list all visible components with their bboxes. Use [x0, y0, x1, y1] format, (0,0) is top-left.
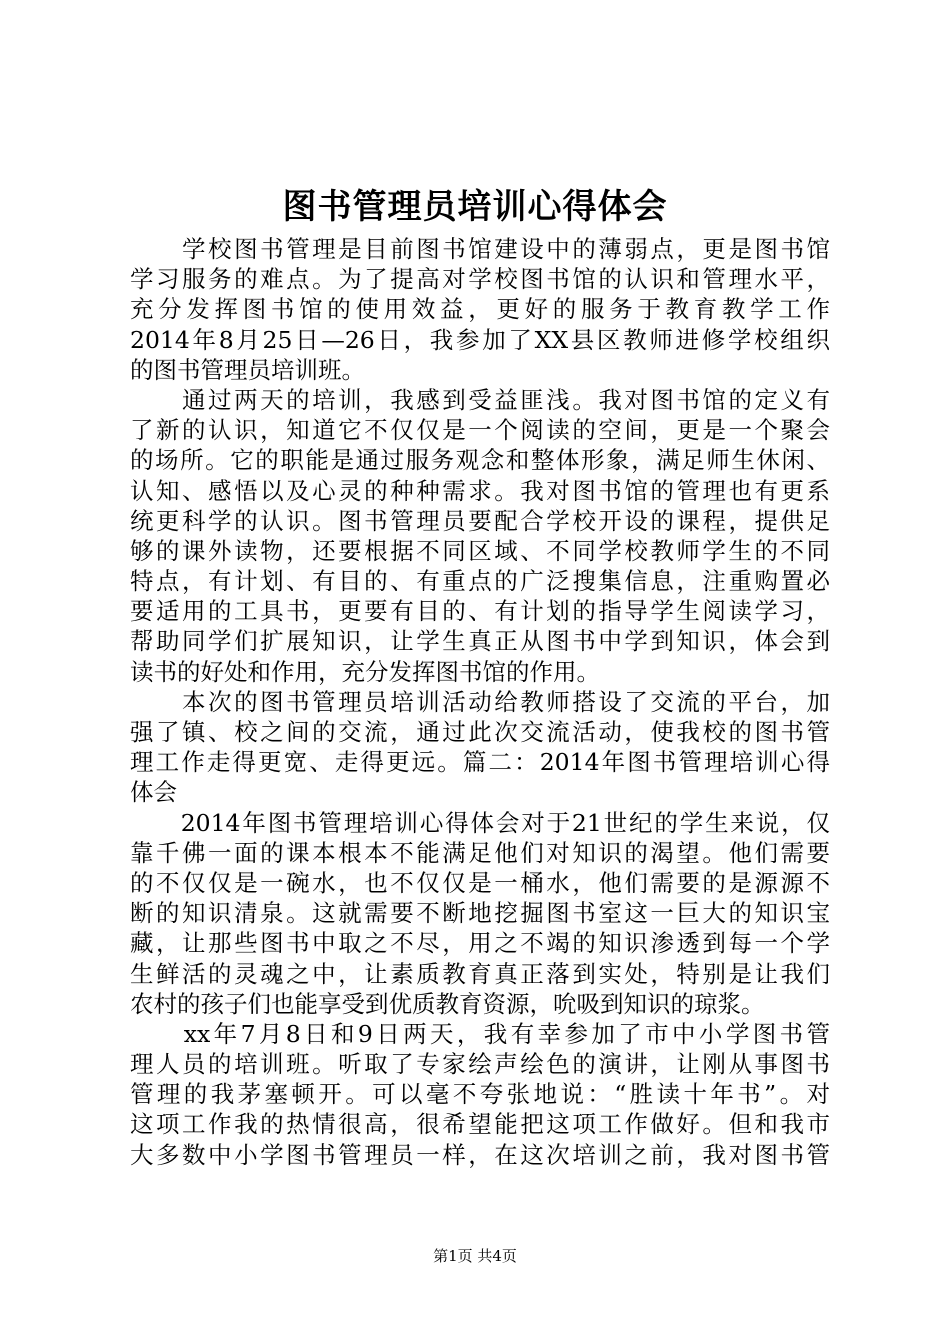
text-line: 通过两天的培训，我感到受益匪浅。我对图书馆的定义有 — [130, 385, 830, 414]
text-line: 帮助同学们扩展知识，让学生真正从图书中学到知识，体会到 — [130, 627, 830, 656]
text-line: 充分发挥图书馆的使用效益，更好的服务于教育教学工作 — [130, 295, 830, 324]
text-line: 认知、感悟以及心灵的种种需求。我对图书馆的管理也有更系 — [130, 476, 830, 505]
text-line: 农村的孩子们也能享受到优质教育资源，吮吸到知识的琼浆。 — [130, 989, 765, 1018]
text-line: 够的课外读物，还要根据不同区域、不同学校教师学生的不同 — [130, 536, 830, 565]
text-line: 的不仅仅是一碗水，也不仅仅是一桶水，他们需要的是源源不 — [130, 868, 830, 897]
document-title: 图书管理员培训心得体会 — [282, 187, 668, 227]
text-line: 要适用的工具书，更要有目的、有计划的指导学生阅读学习， — [130, 597, 830, 626]
text-line: 这项工作我的热情很高，很希望能把这项工作做好。但和我市 — [130, 1110, 830, 1139]
document-body — [130, 234, 830, 1170]
text-line: 生鲜活的灵魂之中，让素质教育真正落到实处，特别是让我们 — [130, 959, 830, 988]
text-line: 学习服务的难点。为了提高对学校图书馆的认识和管理水平， — [130, 265, 830, 294]
text-line: 体会 — [130, 778, 177, 807]
text-line: 2014年图书管理培训心得体会对于21世纪的学生来说，仅 — [130, 808, 830, 837]
text-line: 靠千佛一面的课本根本不能满足他们对知识的渴望。他们需要 — [130, 838, 830, 867]
text-line: 理工作走得更宽、走得更远。篇二：2014年图书管理培训心得 — [130, 748, 830, 777]
text-line: 了新的认识，知道它不仅仅是一个阅读的空间，更是一个聚会 — [130, 416, 830, 445]
text-line: 本次的图书管理员培训活动给教师搭设了交流的平台，加 — [130, 687, 830, 716]
text-line: 藏，让那些图书中取之不尽，用之不竭的知识渗透到每一个学 — [130, 929, 830, 958]
text-line: 统更科学的认识。图书管理员要配合学校开设的课程，提供足 — [130, 506, 830, 535]
text-line: 读书的好处和作用，充分发挥图书馆的作用。 — [130, 657, 600, 686]
text-line: 的图书管理员培训班。 — [130, 355, 365, 384]
text-line: 强了镇、校之间的交流，通过此次交流活动，使我校的图书管 — [130, 718, 830, 746]
text-line: xx年7月8日和9日两天，我有幸参加了市中小学图书管 — [130, 1019, 830, 1048]
text-line: 2014年8月25日—26日，我参加了XX县区教师进修学校组织 — [130, 325, 830, 354]
text-line: 断的知识清泉。这就需要不断地挖掘图书室这一巨大的知识宝 — [130, 899, 830, 928]
text-line: 学校图书管理是目前图书馆建设中的薄弱点，更是图书馆 — [130, 235, 830, 263]
text-line: 理人员的培训班。听取了专家绘声绘色的演讲，让刚从事图书 — [130, 1050, 830, 1079]
page-footer: 第1页 共4页 — [433, 1247, 517, 1265]
text-line: 的场所。它的职能是通过服务观念和整体形象，满足师生休闲、 — [130, 446, 830, 475]
text-line: 管理的我茅塞顿开。可以毫不夸张地说：“胜读十年书”。对 — [130, 1080, 830, 1109]
text-line: 大多数中小学图书管理员一样，在这次培训之前，我对图书管 — [130, 1140, 830, 1169]
text-line: 特点，有计划、有目的、有重点的广泛搜集信息，注重购置必 — [130, 567, 830, 596]
